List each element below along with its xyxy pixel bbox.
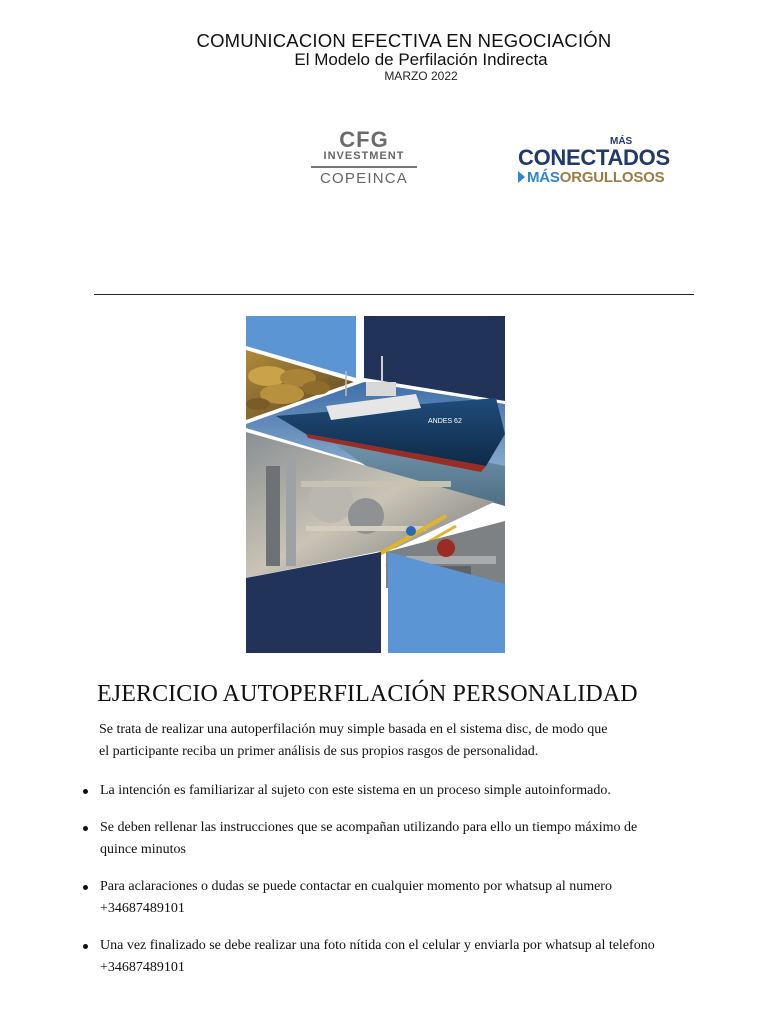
list-item-line-1: Se deben rellenar las instrucciones que se acompañan utilizando para ello un tiempo máximo de [100, 820, 638, 835]
mc-logo-orgullosos: ORGULLOSOS [559, 169, 665, 186]
intro-line-2: el participante reciba un primer análisis de sus propios rasgos de personalidad. [99, 744, 539, 759]
document-date: MARZO 2022 [384, 69, 458, 83]
list-item-phone: +34687489101 [100, 901, 185, 916]
document-subtitle: El Modelo de Perfilación Indirecta [294, 50, 548, 69]
mc-logo-mas: MÁS [610, 136, 633, 147]
ship-name-label: ANDES 62 [428, 418, 462, 425]
cfg-logo-line3: COPEINCA [320, 170, 408, 187]
list-item-line-1: La intención es familiarizar al sujeto con este sistema en un proceso simple autoinformado. [100, 783, 611, 798]
list-item-line-1: Una vez finalizado se debe realizar una foto nítida con el celular y enviarla por whatsup al telefono [100, 938, 655, 953]
instructions-list [78, 780, 728, 979]
document-title: COMUNICACION EFECTIVA EN NEGOCIACIÓN [196, 30, 612, 51]
list-item [78, 817, 728, 861]
intro-line-1: Se trata de realizar una autoperfilación muy simple basada en el sistema disc, de modo que [99, 722, 608, 737]
list-item-phone: +34687489101 [100, 960, 185, 975]
mas-conectados-logo [518, 137, 698, 193]
list-item-line-1: Para aclaraciones o dudas se puede contactar en cualquier momento por whatsup al numero [100, 879, 612, 894]
mc-logo-conectados: CONECTADOS [518, 145, 670, 170]
cfg-copeinca-logo [305, 127, 423, 194]
horizontal-divider [94, 294, 694, 295]
mc-logo-orgullosos-line [518, 169, 698, 187]
cfg-logo-divider [311, 166, 417, 168]
list-item-line-2: quince minutos [100, 842, 186, 857]
list-item [78, 876, 728, 920]
cover-photo-collage [246, 316, 505, 653]
list-item [78, 780, 728, 802]
play-triangle-icon [518, 171, 525, 183]
exercise-title: EJERCICIO AUTOPERFILACIÓN PERSONALIDAD [97, 681, 638, 707]
list-item [78, 935, 728, 979]
cfg-logo-line2: INVESTMENT [323, 150, 405, 162]
intro-paragraph [99, 719, 719, 763]
cfg-logo-line1: CFG [339, 127, 389, 152]
mc-logo-mas2: MÁS [527, 169, 560, 186]
